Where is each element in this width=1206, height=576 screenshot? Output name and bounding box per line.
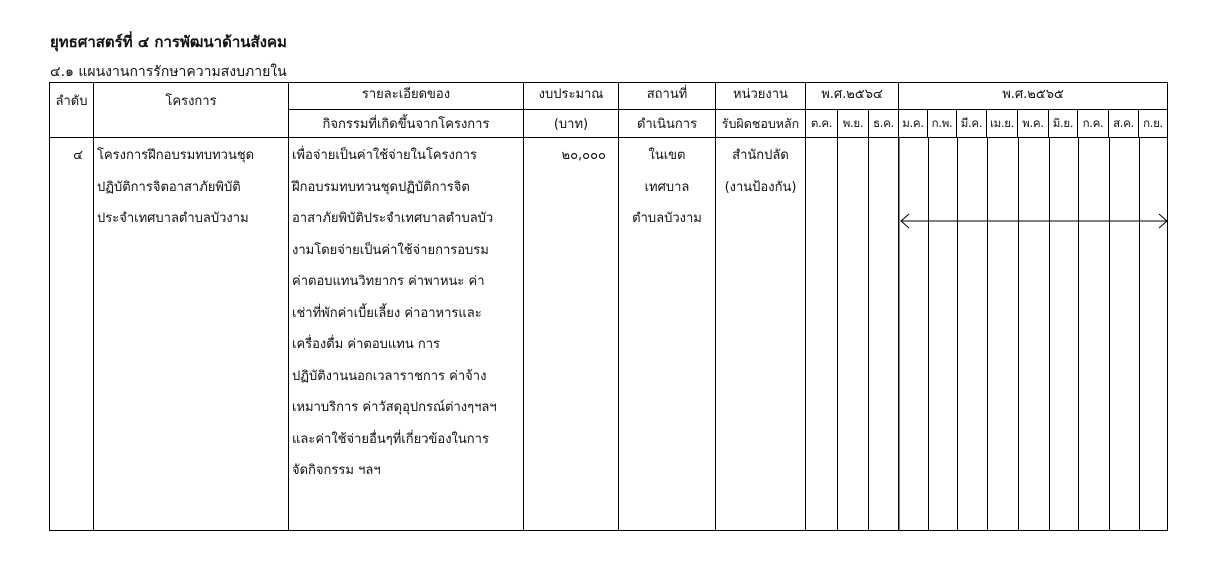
detail-line: เครื่องดื่ม ค่าตอบแทน การ xyxy=(292,337,441,352)
order-header: ลำดับ xyxy=(50,83,94,138)
project-plan-table xyxy=(49,82,1168,531)
budget-header-line2: (บาท) xyxy=(524,110,619,138)
order-cell: ๔ xyxy=(50,138,94,531)
detail-line: ค่าตอบแทนวิทยากร ค่าพาหนะ ค่า xyxy=(292,274,485,289)
header-row-top xyxy=(50,83,1168,110)
detail-cell xyxy=(289,138,524,531)
month-header: มี.ค. xyxy=(957,110,987,138)
month-cell xyxy=(869,138,899,531)
month-header: พ.ค. xyxy=(1018,110,1049,138)
project-line: ปฏิบัติการจิตอาสาภัยพิบัติ xyxy=(97,179,241,195)
project-line: โครงการฝึกอบรมทบทวนชุด xyxy=(97,148,255,163)
month-header: ต.ค. xyxy=(806,110,838,138)
detail-header-line1: รายละเอียดของ xyxy=(289,83,524,110)
place-cell xyxy=(619,138,716,531)
detail-line: เหมาบริการ ค่าวัสดุอุปกรณ์ต่างๆฯลฯ xyxy=(292,400,497,415)
unit-line: สำนักปลัด xyxy=(732,148,789,163)
place-line: เทศบาล xyxy=(644,179,690,195)
month-cell xyxy=(806,138,838,531)
month-header: มิ.ย. xyxy=(1049,110,1078,138)
month-header: ก.พ. xyxy=(928,110,957,138)
month-header: ธ.ค. xyxy=(869,110,899,138)
timeline-cell xyxy=(899,138,1168,531)
month-header: เม.ย. xyxy=(987,110,1018,138)
detail-line: ฝึกอบรมทบทวนชุดปฏิบัติการจิต xyxy=(292,179,470,195)
detail-header-line2: กิจกรรมที่เกิดขึ้นจากโครงการ xyxy=(289,110,524,138)
budget-header-line1: งบประมาณ xyxy=(524,83,619,110)
detail-line: อาสาภัยพิบัติประจำเทศบาลตำบลบัว xyxy=(292,211,494,226)
year-2564-header: พ.ศ.๒๕๖๔ xyxy=(806,83,899,110)
place-line: ในเขต xyxy=(648,148,686,163)
project-line: ประจำเทศบาลตำบลบัวงาม xyxy=(97,211,249,226)
detail-line: เช่าที่พักค่าเบี้ยเลี้ยง ค่าอาหารและ xyxy=(292,305,482,321)
detail-line: งามโดยจ่ายเป็นค่าใช้จ่ายการอบรม xyxy=(292,242,489,258)
month-header: ส.ค. xyxy=(1109,110,1139,138)
plan-subheading: ๔.๑ แผนงานการรักษาความสงบภายใน xyxy=(50,64,287,80)
detail-line: เพื่อจ่ายเป็นค่าใช้จ่ายในโครงการ xyxy=(292,148,478,163)
place-header-line1: สถานที่ xyxy=(619,83,716,110)
detail-line: ปฏิบัติงานนอกเวลาราชการ ค่าจ้าง xyxy=(292,368,487,384)
detail-line: และค่าใช้จ่ายอื่นๆที่เกี่ยวข้องในการ xyxy=(292,431,489,447)
place-line: ตำบลบัวงาม xyxy=(632,211,702,226)
budget-cell: ๒๐,๐๐๐ xyxy=(524,138,619,531)
month-cell xyxy=(838,138,869,531)
unit-line: (งานป้องกัน) xyxy=(724,179,797,195)
unit-header-line1: หน่วยงาน xyxy=(716,83,806,110)
project-cell xyxy=(94,138,289,531)
month-header: ม.ค. xyxy=(899,110,928,138)
strategy-heading: ยุทธศาสตร์ที่ ๔ การพัฒนาด้านสังคม xyxy=(50,33,287,51)
month-header: พ.ย. xyxy=(838,110,869,138)
year-2565-header: พ.ศ.๒๕๖๕ xyxy=(899,83,1168,110)
month-header: ก.ค. xyxy=(1078,110,1109,138)
unit-header-line2: รับผิดชอบหลัก xyxy=(716,110,806,138)
project-header: โครงการ xyxy=(94,83,289,138)
place-header-line2: ดำเนินการ xyxy=(619,110,716,138)
unit-cell xyxy=(716,138,806,531)
detail-line: จัดกิจกรรม ฯลฯ xyxy=(292,463,381,478)
timeline-arrow xyxy=(899,138,1168,530)
table-row xyxy=(50,138,1168,531)
month-header: ก.ย. xyxy=(1139,110,1168,138)
